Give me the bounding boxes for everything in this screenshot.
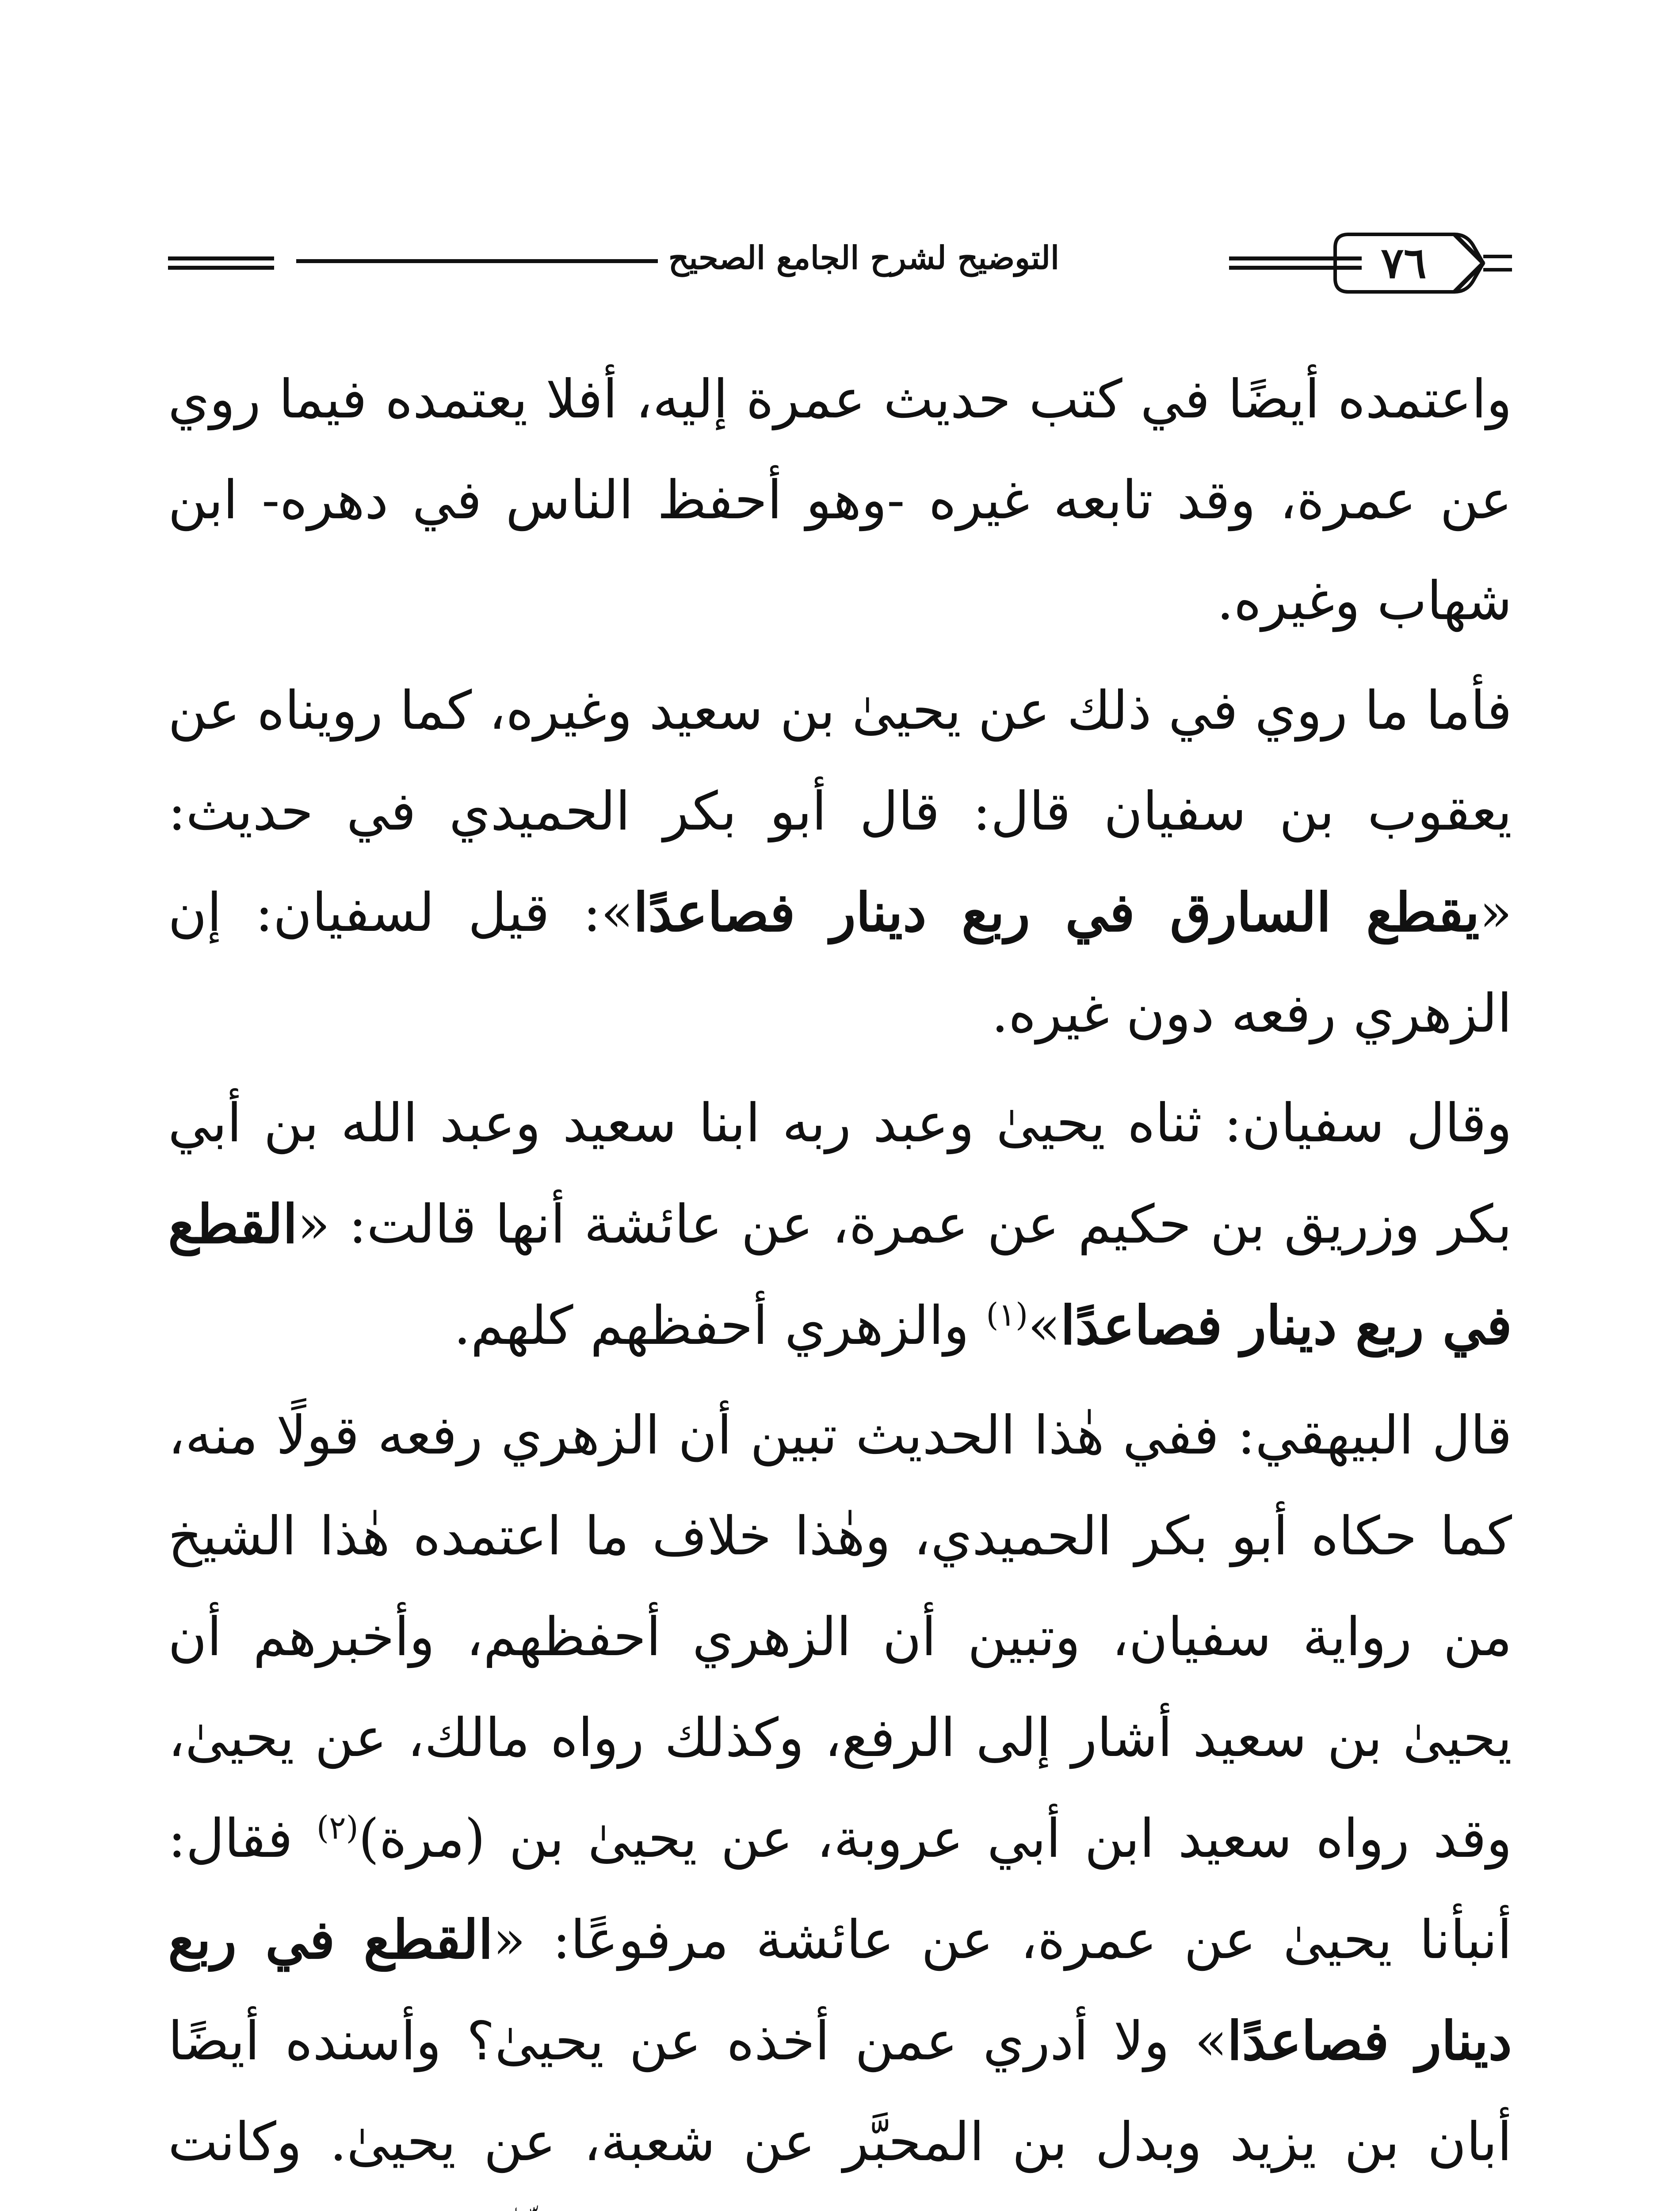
main-text: [168, 349, 1512, 2211]
footnote-ref-1[interactable]: (١): [986, 1296, 1028, 1333]
hadith-quote-2: القطع في ربع دينار فصاعدًا: [168, 1193, 1512, 1357]
running-header: [168, 221, 1512, 310]
header-rule-left: [168, 256, 274, 270]
paragraph-3: [168, 1073, 1512, 1377]
hadith-quote-1: يقطع السارق في ربع دينار فصاعدًا: [633, 881, 1480, 944]
paragraph-2-text-1: فأما ما روي في ذلك عن يحيىٰ بن سعيد وغيره، كما رويناه عن يعقوب بن سفيان قال: قال أبو بكر الحميدي في حديث: «: [168, 680, 1512, 944]
paragraph-4-text-2: فقال: أنبأنا يحيىٰ عن عمرة، عن عائشة مرفوعًا: «: [168, 1808, 1512, 1971]
paragraph-3-text-1: وقال سفيان: ثناه يحيىٰ وعبد ربه ابنا سعيد وعبد الله بن أبي بكر وزريق بن حكيم عن عمرة، عن عائشة أنها قالت: «: [168, 1093, 1512, 1255]
footnote-ref-2[interactable]: (٢): [316, 1809, 359, 1846]
paragraph-1: [168, 349, 1512, 652]
page-number: ٧٦: [1381, 238, 1427, 288]
paragraph-1-text: واعتمده أيضًا في كتب حديث عمرة إليه، أفلا يعتمده فيما روي عن عمرة، وقد تابعه غيره -وهو أحفظ الناس في دهره- ابن شهاب وغيره.: [168, 369, 1512, 632]
page-number-badge: [1309, 226, 1512, 301]
paragraph-3-text-2: »: [1028, 1295, 1061, 1357]
paragraph-4-text-3: » ولا أدري عمن أخذه عن يحيىٰ؟ وأسنده أيضًا أبان بن يزيد وبدل بن المحبَّر عن شعبة، عن يحيىٰ. وكانت: [168, 2011, 1512, 2173]
paragraph-2: [168, 661, 1512, 1064]
paragraph-4: [168, 1385, 1512, 2211]
hadith-quote-3: القطع في ربع دينار فصاعدًا: [168, 1909, 1512, 2072]
paragraph-3-text-3: والزهري أحفظهم كلهم.: [454, 1295, 986, 1357]
paragraph-4-text-1: قال البيهقي: ففي هٰذا الحديث تبين أن الزهري رفعه قولًا منه، كما حكاه أبو بكر الحميدي، وهٰذا خلاف ما اعتمده هٰذا الشيخ من رواية سفيان، وتبين أن الزهري أحفظهم، وأخبرهم أن يحيىٰ بن سعيد أشار إلى الرفع، وكذلك رواه مالك، عن يحيىٰ، وقد رواه سعيد ابن أبي عروبة، عن يحيىٰ بن (مرة): [168, 1405, 1512, 1870]
paragraph-2-text-2: »: قيل لسفيان: إن الزهري رفعه دون غيره.: [168, 882, 1512, 1044]
header-title: التوضيح لشرح الجامع الصحيح: [658, 239, 1070, 276]
